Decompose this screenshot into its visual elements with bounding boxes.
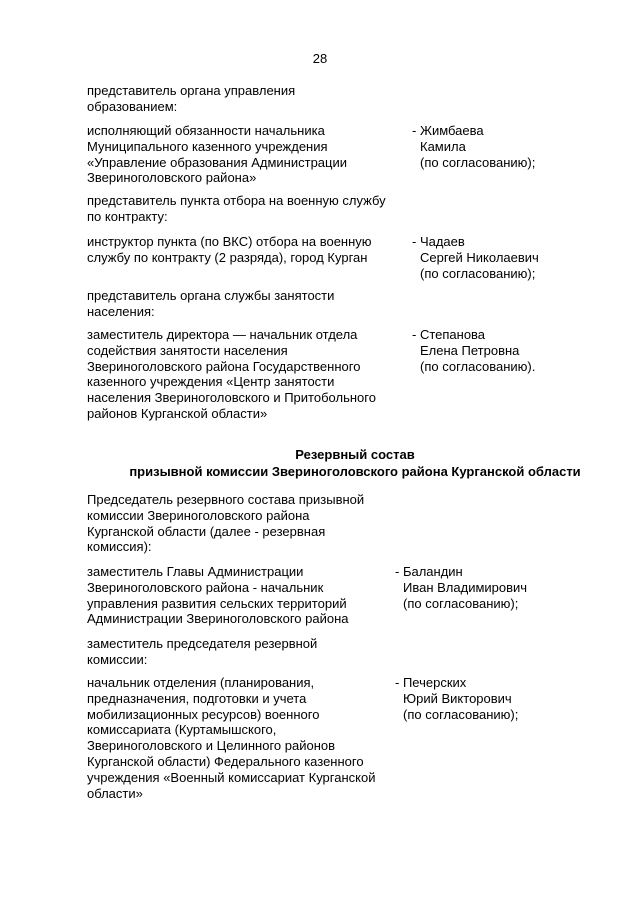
text-line: Камила xyxy=(420,138,466,154)
text-line: населения Звериноголовского и Притобольного xyxy=(87,390,376,406)
text-line: Иван Владимирович xyxy=(403,579,528,595)
text-line: заместитель директора — начальник отдела xyxy=(87,327,358,342)
member-position xyxy=(87,675,417,801)
text-line: службу по контракту (2 разряда), город Курган xyxy=(87,249,368,265)
text-line: Звериноголовского района - начальник xyxy=(87,579,324,595)
text-line: - Печерских xyxy=(395,675,467,690)
text-line: начальник отделения (планирования, xyxy=(87,675,315,690)
text-line: образованием: xyxy=(87,98,178,114)
text-line: учреждения «Военный комиссариат Курганской xyxy=(87,769,376,785)
text-line: предназначения, подготовки и учета xyxy=(87,690,307,706)
text-line: исполняющий обязанности начальника xyxy=(87,123,325,138)
text-line: Звериноголовского и Целинного районов xyxy=(87,738,336,754)
text-line: (по согласованию). xyxy=(420,358,536,374)
text-line: представитель органа службы занятости xyxy=(87,288,335,303)
member-position xyxy=(87,234,417,266)
text-line: «Управление образования Администрации xyxy=(87,154,348,170)
text-line: Курганской области (далее - резервная xyxy=(87,523,326,539)
text-line: комиссия): xyxy=(87,539,152,555)
text-line: Сергей Николаевич xyxy=(420,249,539,265)
text-line: комиссии: xyxy=(87,651,148,667)
text-line: Юрий Викторович xyxy=(403,690,512,706)
text-line: Елена Петровна xyxy=(420,342,520,358)
text-line: представитель пункта отбора на военную службу xyxy=(87,193,386,208)
text-line: - Степанова xyxy=(412,327,486,342)
text-line: содействия занятости населения xyxy=(87,342,288,358)
text-line: управления развития сельских территорий xyxy=(87,595,347,611)
text-line: по контракту: xyxy=(87,208,168,224)
text-line: инструктор пункта (по ВКС) отбора на военную xyxy=(87,234,372,249)
member-name xyxy=(395,675,595,722)
text-line: заместитель Главы Администрации xyxy=(87,564,304,579)
heading-line-2: призывной комиссии Звериноголовского района Курганской области xyxy=(129,464,581,479)
text-line: казенного учреждения «Центр занятости xyxy=(87,374,335,390)
text-line: Курганской области) Федерального казенного xyxy=(87,753,364,769)
text-line: Звериноголовского района» xyxy=(87,170,257,186)
section-contract-label xyxy=(87,193,427,225)
text-line: Председатель резервного состава призывной xyxy=(87,492,365,507)
text-line: мобилизационных ресурсов) военного xyxy=(87,706,320,722)
member-position xyxy=(87,327,417,422)
section-employment-label xyxy=(87,288,417,320)
reserve-heading xyxy=(0,446,640,480)
text-line: Муниципального казенного учреждения xyxy=(87,138,328,154)
text-line: заместитель председателя резервной xyxy=(87,636,318,651)
section-education-label xyxy=(87,83,417,115)
text-line: области» xyxy=(87,785,143,801)
text-line: (по согласованию); xyxy=(420,265,536,281)
member-name xyxy=(412,123,612,170)
member-name xyxy=(412,327,612,374)
text-line: районов Курганской области» xyxy=(87,405,268,421)
text-line: населения: xyxy=(87,303,155,319)
member-name xyxy=(412,234,612,281)
member-position xyxy=(87,564,417,627)
text-line: (по согласованию); xyxy=(403,706,519,722)
member-name xyxy=(395,564,595,611)
text-line: представитель органа управления xyxy=(87,83,296,98)
text-line: (по согласованию); xyxy=(403,595,519,611)
text-line: комиссариата (Куртамышского, xyxy=(87,722,277,738)
text-line: Звериноголовского района Государственного xyxy=(87,358,361,374)
section-deputy-label xyxy=(87,636,417,668)
page-number: 28 xyxy=(312,51,328,66)
text-line: (по согласованию); xyxy=(420,154,536,170)
text-line: - Баландин xyxy=(395,564,463,579)
member-position xyxy=(87,123,417,186)
section-chairman-label xyxy=(87,492,417,555)
text-line: - Чадаев xyxy=(412,234,465,249)
heading-line-1: Резервный состав xyxy=(295,447,415,462)
text-line: - Жимбаева xyxy=(412,123,484,138)
text-line: комиссии Звериноголовского района xyxy=(87,507,310,523)
text-line: Администрации Звериноголовского района xyxy=(87,611,349,627)
